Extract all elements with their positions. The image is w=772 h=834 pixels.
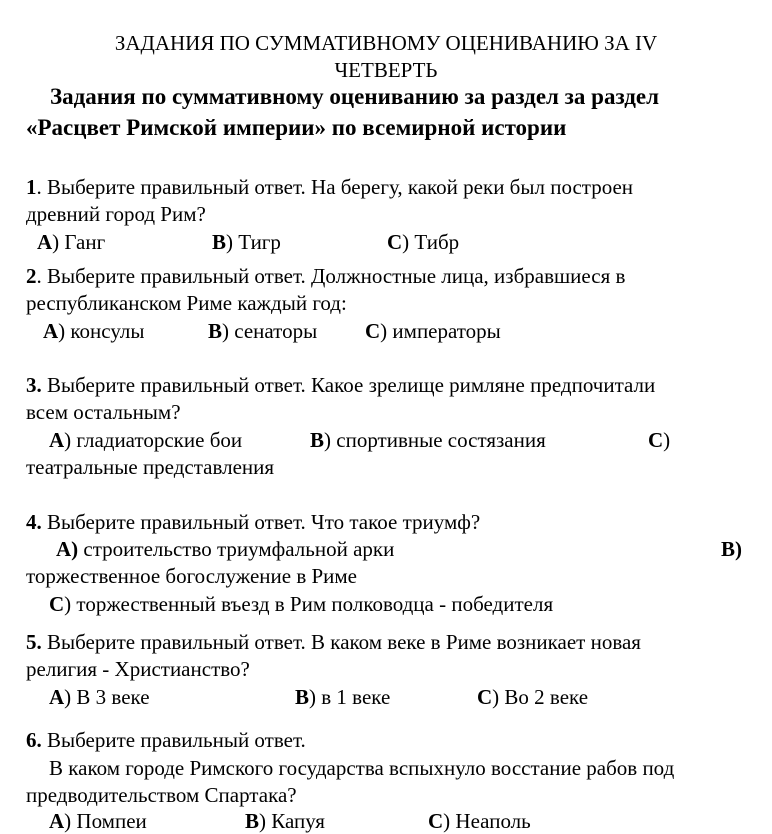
question-4-number: 4. — [26, 510, 42, 534]
question-3-option-a-letter: А — [49, 428, 65, 452]
question-2-text-2: республиканском Риме каждый год: — [26, 291, 347, 315]
doc-title-line-1: ЗАДАНИЯ ПО СУММАТИВНОМУ ОЦЕНИВАНИЮ ЗА IV — [114, 31, 658, 55]
question-2-option-a-text: ) консулы — [58, 319, 145, 343]
question-1-option-b-text: ) Тигр — [226, 230, 281, 254]
question-2-line-1 — [26, 263, 625, 289]
question-3-line-1 — [26, 372, 655, 398]
question-4-option-b-letter: В) — [721, 537, 742, 561]
question-1-option-b-letter: В — [212, 230, 227, 254]
question-2-option-b — [208, 318, 317, 344]
question-1-text-1: . Выберите правильный ответ. На берегу, какой реки был построен — [36, 175, 634, 199]
question-1-option-a-letter: А — [37, 230, 53, 254]
question-3-option-c — [648, 427, 670, 453]
doc-subtitle-line-2: «Расцвет Римской империи» по всемирной истории — [26, 115, 567, 140]
question-3-option-c-continuation: театральные представления — [26, 455, 275, 479]
question-4-line-1 — [26, 509, 480, 535]
question-1-option-b — [212, 229, 281, 255]
question-5-option-c — [477, 684, 588, 710]
doc-title-line-2: ЧЕТВЕРТЬ — [334, 58, 438, 82]
question-5-option-a-letter: А — [49, 685, 65, 709]
question-6-option-a-text: ) Помпеи — [64, 809, 147, 833]
question-6-option-b — [245, 808, 325, 834]
question-3-option-b-letter: В — [310, 428, 325, 452]
question-2-option-b-text: ) сенаторы — [222, 319, 318, 343]
question-4-option-a-letter: А) — [56, 537, 79, 561]
question-1-text-2: древний город Рим? — [26, 202, 206, 226]
question-6-text-3: предводительством Спартака? — [26, 783, 297, 807]
question-5-line-1 — [26, 629, 641, 655]
question-6-text-2: В каком городе Римского государства вспыхнуло восстание рабов под — [49, 756, 675, 780]
question-2-option-c-letter: С — [365, 319, 381, 343]
question-3-option-b-text: ) спортивные состязания — [324, 428, 546, 452]
question-3-option-a-text: ) гладиаторские бои — [64, 428, 243, 452]
question-5-number: 5. — [26, 630, 42, 654]
question-4-option-b — [721, 536, 742, 562]
question-3-option-c-text: ) — [663, 428, 671, 452]
question-1-option-c — [387, 229, 459, 255]
question-2-option-c — [365, 318, 501, 344]
question-5-option-c-text: ) Во 2 веке — [492, 685, 589, 709]
question-1-line-1 — [26, 174, 633, 200]
question-3-option-b — [310, 427, 546, 453]
question-6-option-b-letter: В — [245, 809, 260, 833]
question-6-text-1: Выберите правильный ответ. — [41, 728, 306, 752]
question-1-number: 1 — [26, 175, 37, 199]
question-6-option-b-text: ) Капуя — [259, 809, 325, 833]
question-3-option-a — [49, 427, 242, 453]
question-2-option-a — [43, 318, 145, 344]
question-1-option-c-letter: С — [387, 230, 403, 254]
question-4-option-a-text: строительство триумфальной арки — [78, 537, 395, 561]
question-4-option-c-text: ) торжественный въезд в Рим полководца - победителя — [64, 592, 554, 616]
question-2-option-b-letter: В — [208, 319, 223, 343]
doc-subtitle-line-1: Задания по суммативному оцениванию за раздел за раздел — [50, 84, 660, 109]
question-6-number: 6. — [26, 728, 42, 752]
question-1-option-c-text: ) Тибр — [402, 230, 460, 254]
question-5-text-1: Выберите правильный ответ. В каком веке в Риме возникает новая — [41, 630, 641, 654]
question-2-number: 2 — [26, 264, 37, 288]
question-5-option-a — [49, 684, 150, 710]
question-6-option-c — [428, 808, 531, 834]
question-6-option-a-letter: А — [49, 809, 65, 833]
question-6-option-c-text: ) Неаполь — [443, 809, 531, 833]
question-3-option-c-letter: С — [648, 428, 664, 452]
question-4-option-c — [49, 591, 553, 617]
question-3-text-1: Выберите правильный ответ. Какое зрелище римляне предпочитали — [41, 373, 656, 397]
question-5-option-b — [295, 684, 390, 710]
question-6-option-c-letter: С — [428, 809, 444, 833]
question-5-option-b-text: ) в 1 веке — [309, 685, 391, 709]
question-2-option-a-letter: А — [43, 319, 59, 343]
question-4-option-b-continuation: торжественное богослужение в Риме — [26, 564, 358, 588]
question-6-option-a — [49, 808, 147, 834]
question-2-text-1: . Выберите правильный ответ. Должностные лица, избравшиеся в — [36, 264, 626, 288]
question-5-text-2: религия - Христианство? — [26, 657, 250, 681]
question-2-option-c-text: ) императоры — [380, 319, 501, 343]
question-1-option-a-text: ) Ганг — [52, 230, 106, 254]
question-5-option-a-text: ) В 3 веке — [64, 685, 150, 709]
question-3-number: 3. — [26, 373, 42, 397]
question-3-text-2: всем остальным? — [26, 400, 181, 424]
question-5-option-b-letter: В — [295, 685, 310, 709]
question-4-option-c-letter: С — [49, 592, 65, 616]
question-5-option-c-letter: С — [477, 685, 493, 709]
question-1-option-a — [37, 229, 105, 255]
question-4-text-1: Выберите правильный ответ. Что такое триумф? — [41, 510, 481, 534]
question-4-option-a — [56, 536, 394, 562]
question-6-line-1 — [26, 727, 306, 753]
